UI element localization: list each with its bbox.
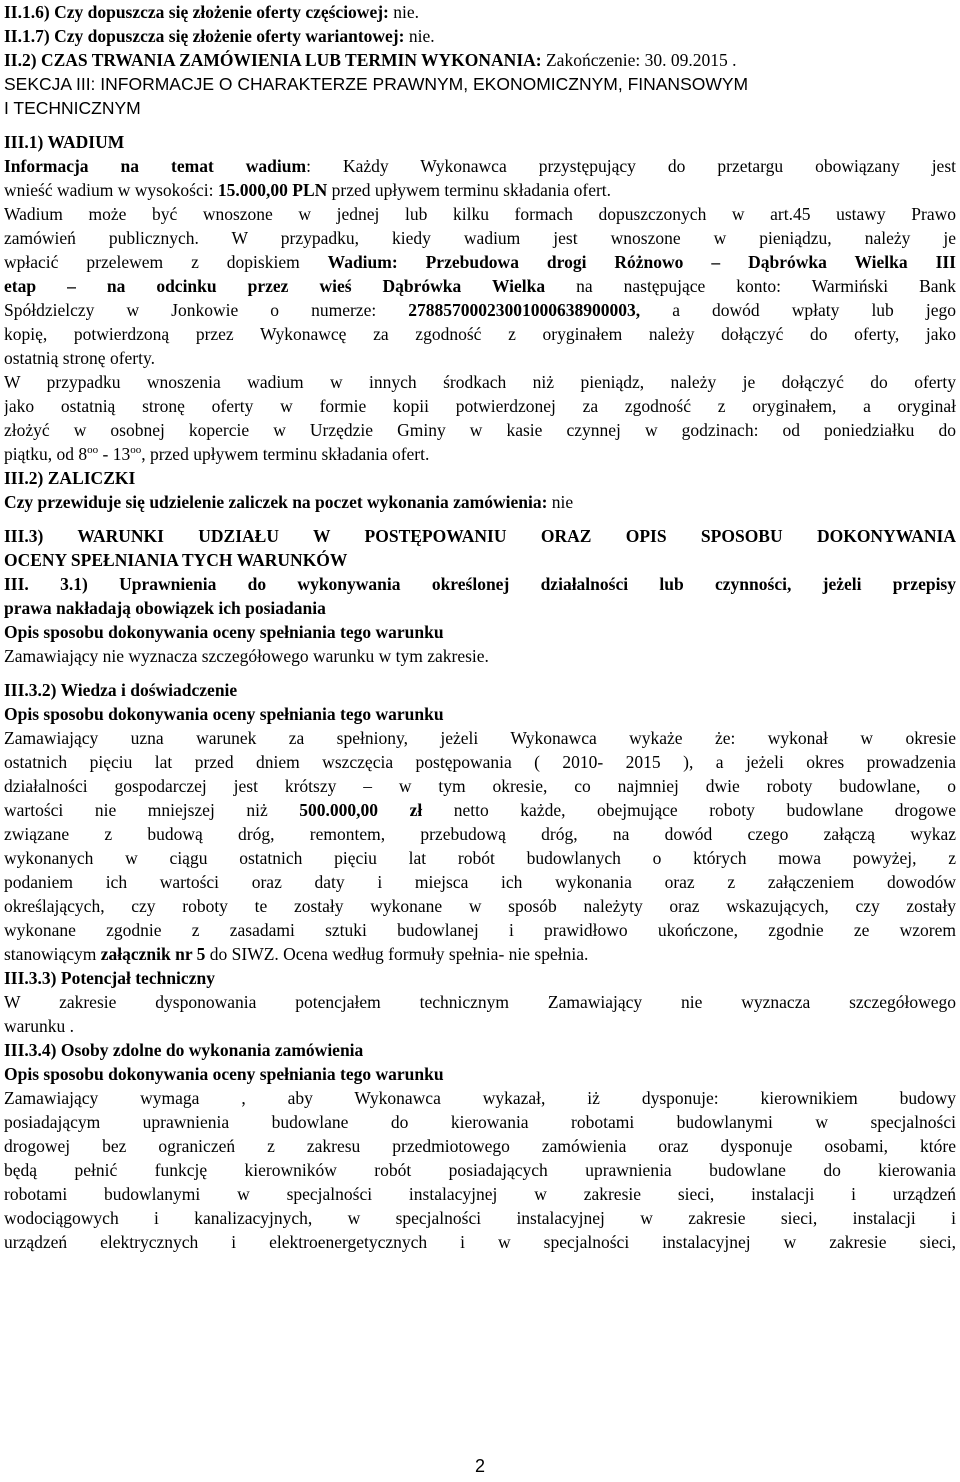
text-line: Zamawiający uzna warunek za spełniony, jeżeli Wykonawca wykaże że: wykonał w okresie — [4, 728, 956, 748]
text: stanowiącym — [4, 944, 101, 964]
text-line — [4, 48, 956, 72]
label: II.2) CZAS TRWANIA ZAMÓWIENIA LUB TERMIN WYKONANIA: — [4, 50, 542, 70]
text-line: wykonane zgodnie z zasadami sztuki budowlanej i prawidłowo ukończone, zgodnie ze wzorem — [4, 920, 956, 940]
text: Spółdzielczy w Jonkowie o numerze: — [4, 300, 409, 320]
text-line: warunku . — [4, 1016, 74, 1036]
text-line — [4, 0, 956, 24]
text: W przypadku, kiedy wadium jest wnoszone w pieniądzu, należy je — [198, 228, 956, 248]
label: Informacja na temat wadium — [4, 156, 307, 176]
text-line: wykonanych w ciągu ostatnich pięciu lat robót budowlanych o których mowa powyżej, z — [4, 848, 956, 868]
value: nie. — [404, 26, 435, 46]
section-heading: I TECHNICZNYM — [4, 98, 141, 118]
label: II.1.7) Czy dopuszcza się złożenie oferty wariantowej: — [4, 26, 405, 46]
text: zamówień publicznych. — [4, 228, 199, 248]
text-line: ostatnich pięciu lat przed dniem wszczęcia postępowania ( 2010- 2015 ), a jeżeli okres prowadzenia — [4, 752, 956, 772]
text-line: wodociągowych i kanalizacyjnych, w specjalności instalacyjnej w zakresie sieci, instalacji i — [4, 1208, 956, 1228]
superscript: oo — [130, 444, 142, 457]
opis-heading: Opis sposobu dokonywania oceny spełniania tego warunku — [4, 704, 444, 724]
subsection-heading: III. 3.1) Uprawnienia do wykonywania określonej działalności lub czynności, jeżeli przepisy — [4, 574, 956, 594]
min-value-amount: 500.000,00 zł — [299, 800, 423, 820]
text: - 13 — [98, 444, 131, 464]
superscript: oo — [87, 444, 99, 457]
text-line: będą pełnić funkcję kierowników robót posiadających uprawnienia budowlane do kierowania — [4, 1160, 956, 1180]
text-line: posiadającym uprawnienia budowlane do kierowania robotami budowlanymi w specjalności — [4, 1112, 956, 1132]
text-line — [4, 250, 956, 274]
text-line: złożyć w osobnej kopercie w Urzędzie Gminy w kasie czynnej w godzinach: od poniedziałku do — [4, 420, 956, 440]
text: wnieść wadium w wysokości: — [4, 180, 218, 200]
text-line — [4, 490, 956, 514]
value: nie — [547, 492, 574, 512]
text-line: W zakresie dysponowania potencjałem technicznym Zamawiający nie wyznacza szczegółowego — [4, 992, 956, 1012]
section-heading: SEKCJA III: INFORMACJE O CHARAKTERZE PRAWNYM, EKONOMICZNYM, FINANSOWYM — [4, 74, 749, 94]
text-line — [4, 798, 956, 822]
text-line: drogowej bez ograniczeń z zakresu przedmiotowego zamówienia oraz dysponuje osobami, które — [4, 1136, 956, 1156]
page-number: 2 — [474, 1456, 485, 1476]
warunki-heading: OCENY SPEŁNIANIA TYCH WARUNKÓW — [4, 550, 348, 570]
text: przed upływem terminu składania ofert. — [327, 180, 612, 200]
wadium-heading: III.1) WADIUM — [4, 132, 125, 152]
subsection-heading: III.3.4) Osoby zdolne do wykonania zamówienia — [4, 1040, 364, 1060]
text-line: działalności gospodarczej jest krótszy – w tym okresie, co najmniej dwie roboty budowlane, o — [4, 776, 956, 796]
text-line — [4, 178, 956, 202]
label: Czy przewiduje się udzielenie zaliczek na poczet wykonania zamówienia: — [4, 492, 548, 512]
text-line: urządzeń elektrycznych i elektroenergetycznych i w specjalności instalacyjnej w zakresie sieci, — [4, 1232, 956, 1252]
text-line — [4, 298, 956, 322]
zaliczki-heading: III.2) ZALICZKI — [4, 468, 136, 488]
text-line — [4, 226, 956, 250]
text-line: związane z budową dróg, remontem, przebudową dróg, na dowód czego załączą wykaz — [4, 824, 956, 844]
subsection-heading: prawa nakładają obowiązek ich posiadania — [4, 598, 326, 618]
text-line: robotami budowlanymi w specjalności instalacyjnej w zakresie sieci, instalacji i urządzeń — [4, 1184, 956, 1204]
text-line — [4, 442, 956, 466]
text-line: podaniem ich wartości oraz daty i miejsca ich wykonania oraz z załączeniem dowodów — [4, 872, 956, 892]
text: a dowód wpłaty lub jego — [640, 300, 956, 320]
text: wartości nie mniejszej niż — [4, 800, 300, 820]
text: netto każde, obejmujące roboty budowlane drogowe — [422, 800, 956, 820]
text-line: ostatnią stronę oferty. — [4, 348, 155, 368]
text-line: Zamawiający wymaga , aby Wykonawca wykazał, iż dysponuje: kierownikiem budowy — [4, 1088, 956, 1108]
text-line — [4, 274, 956, 298]
transfer-title: etap – na odcinku przez wieś Dąbrówka Wielka — [4, 276, 546, 296]
wadium-amount: 15.000,00 PLN — [217, 180, 328, 200]
text: : Każdy Wykonawca przystępujący do przetargu obowiązany jest — [306, 156, 956, 176]
text-line: Wadium może być wnoszone w jednej lub kilku formach dopuszczonych w art.45 ustawy Prawo — [4, 204, 956, 224]
text: wpłacić przelewem z dopiskiem — [4, 252, 328, 272]
subsection-heading: III.3.3) Potencjał techniczny — [4, 968, 215, 988]
opis-heading: Opis sposobu dokonywania oceny spełniania tego warunku — [4, 1064, 444, 1084]
text-line: kopię, potwierdzoną przez Wykonawcę za zgodność z oryginałem należy dołączyć do oferty, jako — [4, 324, 956, 344]
bank-account-number: 27885700023001000638900003, — [408, 300, 641, 320]
transfer-title: Wadium: Przebudowa drogi Różnowo – Dąbrówka Wielka III — [327, 252, 956, 272]
value: nie. — [388, 2, 420, 22]
warunki-heading: III.3) WARUNKI UDZIAŁU W POSTĘPOWANIU ORAZ OPIS SPOSOBU DOKONYWANIA — [4, 526, 956, 546]
text-line: W przypadku wnoszenia wadium w innych środkach niż pieniądz, należy je dołączyć do oferty — [4, 372, 956, 392]
attachment-ref: załącznik nr 5 — [100, 944, 206, 964]
text: piątku, od 8 — [4, 444, 88, 464]
text-line: określających, czy roboty te zostały wykonane w sposób należyty oraz wskazujących, czy zostały — [4, 896, 956, 916]
text-line — [4, 942, 956, 966]
text-line: Zamawiający nie wyznacza szczegółowego warunku w tym zakresie. — [4, 646, 489, 666]
text-line — [4, 24, 956, 48]
text-line — [4, 154, 956, 178]
opis-heading: Opis sposobu dokonywania oceny spełniania tego warunku — [4, 622, 444, 642]
text: na następujące konto: Warmiński Bank — [545, 276, 956, 296]
label: II.1.6) Czy dopuszcza się złożenie oferty częściowej: — [4, 2, 389, 22]
text: do SIWZ. Ocena według formuły spełnia- nie spełnia. — [205, 944, 589, 964]
text: , przed upływem terminu składania ofert. — [141, 444, 430, 464]
text-line: jako ostatnią stronę oferty w formie kopii potwierdzonej za zgodność z oryginałem, a oryginał — [4, 396, 956, 416]
subsection-heading: III.3.2) Wiedza i doświadczenie — [4, 680, 238, 700]
value: Zakończenie: 30. 09.2015 . — [541, 50, 737, 70]
